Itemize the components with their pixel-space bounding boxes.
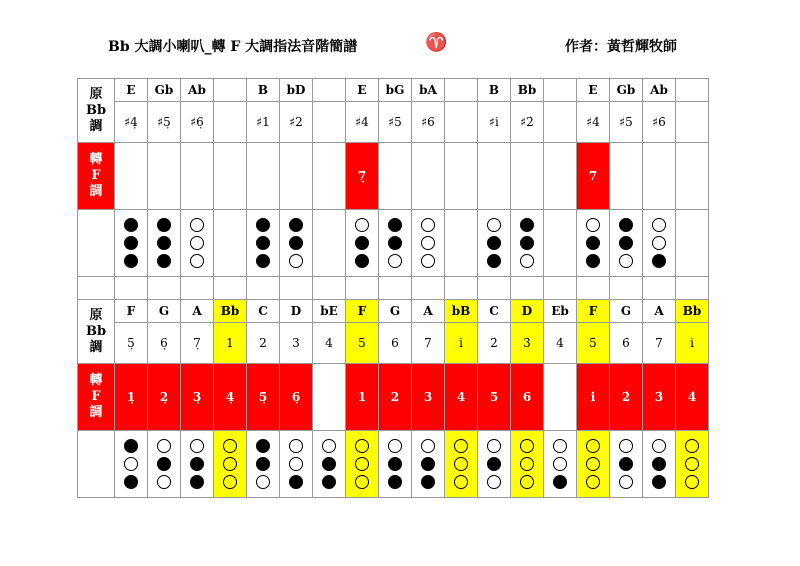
numbered-note-cell: 1 (214, 323, 247, 364)
fingering-cell (181, 210, 214, 277)
numbered-note-cell: 4̇ (544, 323, 577, 364)
valve-fingering (577, 439, 609, 489)
fingering-cell (214, 431, 247, 498)
valve-open-icon (289, 457, 303, 471)
label-empty (78, 431, 115, 498)
note-name-cell: F (346, 300, 379, 323)
spacer-cell (511, 277, 544, 300)
transposed-note-cell: 1 (346, 364, 379, 431)
spacer-cell (643, 277, 676, 300)
fingering-cell (577, 210, 610, 277)
transposed-note-cell (247, 143, 280, 210)
valve-pressed-icon (652, 254, 666, 268)
numbered-note-cell: 6 (379, 323, 412, 364)
numbered-note-cell: 6̣ (148, 323, 181, 364)
valve-fingering (379, 439, 411, 489)
note-name-cell: E (346, 79, 379, 102)
valve-pressed-icon (289, 475, 303, 489)
valve-fingering (247, 218, 279, 268)
numbered-note-cell: 5̣ (115, 323, 148, 364)
valve-pressed-icon (388, 218, 402, 232)
fingering-cell (610, 210, 643, 277)
valve-open-icon (520, 439, 534, 453)
fingering-cell (247, 210, 280, 277)
note-name-cell: bG (379, 79, 412, 102)
spacer-cell (247, 277, 280, 300)
numbered-note-cell: 6̇ (610, 323, 643, 364)
valve-pressed-icon (421, 457, 435, 471)
note-name-cell: bE (313, 300, 346, 323)
label-original-key: 原 Bb 調 (78, 79, 115, 143)
valve-fingering (280, 218, 312, 268)
fingering-cell (148, 210, 181, 277)
numbered-note-cell: ♯4̣ (115, 102, 148, 143)
note-name-cell: Bb (214, 300, 247, 323)
transposed-note-cell (445, 143, 478, 210)
valve-open-icon (421, 439, 435, 453)
note-name-cell (676, 79, 709, 102)
note-name-cell: G (148, 300, 181, 323)
valve-pressed-icon (256, 457, 270, 471)
numbered-note-cell: ♯5 (379, 102, 412, 143)
valve-open-icon (487, 218, 501, 232)
author-credit: 作者：黃哲輝牧師 (565, 39, 677, 55)
valve-open-icon (289, 254, 303, 268)
note-name-cell: D (280, 300, 313, 323)
valve-pressed-icon (124, 254, 138, 268)
valve-fingering (676, 439, 708, 489)
numbered-note-cell: i (445, 323, 478, 364)
transposed-note-cell: 3 (412, 364, 445, 431)
valve-pressed-icon (322, 457, 336, 471)
transposed-note-cell: 4̇ (676, 364, 709, 431)
transposed-note-cell (115, 143, 148, 210)
valve-pressed-icon (652, 457, 666, 471)
numbered-note-cell: ♯2̇ (511, 102, 544, 143)
valve-fingering (610, 439, 642, 489)
fingering-cell (181, 431, 214, 498)
spacer-cell (181, 277, 214, 300)
valve-fingering (115, 439, 147, 489)
label-original-key: 原 Bb 調 (78, 300, 115, 364)
fingering-cell (280, 210, 313, 277)
spacer-cell (214, 277, 247, 300)
valve-fingering (445, 439, 477, 489)
valve-fingering (148, 218, 180, 268)
valve-pressed-icon (487, 457, 501, 471)
valve-fingering (478, 439, 510, 489)
valve-pressed-icon (190, 457, 204, 471)
valve-fingering (346, 439, 378, 489)
label-transposed-key: 轉 F 調 (78, 143, 115, 210)
numbered-note-cell: ♯6 (412, 102, 445, 143)
transposed-note-cell: 6 (511, 364, 544, 431)
transposed-note-cell: 3̇ (643, 364, 676, 431)
transposed-note-cell: 7 (577, 143, 610, 210)
valve-pressed-icon (487, 254, 501, 268)
transposed-note-cell: 4 (445, 364, 478, 431)
valve-pressed-icon (124, 218, 138, 232)
numbered-note-cell: 7 (412, 323, 445, 364)
fingering-cell (676, 431, 709, 498)
valve-open-icon (388, 439, 402, 453)
valve-fingering (643, 439, 675, 489)
note-name-cell: Ab (643, 79, 676, 102)
transposed-note-cell (181, 143, 214, 210)
valve-fingering (148, 439, 180, 489)
fingering-cell (115, 431, 148, 498)
fingering-cell (445, 431, 478, 498)
valve-pressed-icon (487, 236, 501, 250)
valve-pressed-icon (355, 236, 369, 250)
valve-fingering (412, 439, 444, 489)
valve-pressed-icon (619, 218, 633, 232)
valve-open-icon (223, 475, 237, 489)
note-name-cell: B (478, 79, 511, 102)
transposed-note-cell (412, 143, 445, 210)
transposed-note-cell (511, 143, 544, 210)
valve-pressed-icon (619, 457, 633, 471)
valve-fingering (247, 439, 279, 489)
aries-icon: ♈ (425, 32, 448, 53)
valve-open-icon (520, 457, 534, 471)
valve-open-icon (388, 254, 402, 268)
valve-open-icon (553, 439, 567, 453)
valve-pressed-icon (586, 254, 600, 268)
fingering-cell (313, 431, 346, 498)
valve-pressed-icon (124, 475, 138, 489)
fingering-cell (148, 431, 181, 498)
valve-pressed-icon (553, 475, 567, 489)
note-name-cell: bB (445, 300, 478, 323)
valve-open-icon (454, 457, 468, 471)
note-name-cell: Bb (676, 300, 709, 323)
page-title: Bb 大調小喇叭_轉 F 大調指法音階簡譜 (108, 39, 358, 55)
transposed-note-cell (313, 364, 346, 431)
valve-open-icon (619, 439, 633, 453)
numbered-note-cell: ♯5̣ (148, 102, 181, 143)
fingering-cell (643, 431, 676, 498)
numbered-note-cell: ♯2 (280, 102, 313, 143)
valve-open-icon (586, 218, 600, 232)
valve-pressed-icon (256, 439, 270, 453)
valve-open-icon (322, 439, 336, 453)
valve-pressed-icon (190, 475, 204, 489)
valve-open-icon (487, 439, 501, 453)
valve-open-icon (256, 475, 270, 489)
valve-pressed-icon (256, 218, 270, 232)
note-name-cell: G (610, 300, 643, 323)
transposed-note-cell: 7̣ (346, 143, 379, 210)
valve-open-icon (190, 439, 204, 453)
transposed-note-cell (379, 143, 412, 210)
note-name-cell: G (379, 300, 412, 323)
spacer-cell (478, 277, 511, 300)
valve-open-icon (553, 457, 567, 471)
note-name-cell: C (478, 300, 511, 323)
numbered-note-cell: ♯4 (346, 102, 379, 143)
numbered-note-cell: 5 (346, 323, 379, 364)
valve-pressed-icon (157, 236, 171, 250)
spacer-cell (115, 277, 148, 300)
valve-fingering (346, 218, 378, 268)
spacer-cell (78, 277, 115, 300)
note-name-cell: C (247, 300, 280, 323)
valve-open-icon (586, 439, 600, 453)
note-name-cell: A (181, 300, 214, 323)
valve-pressed-icon (157, 457, 171, 471)
valve-open-icon (190, 254, 204, 268)
numbered-note-cell: ♯1 (247, 102, 280, 143)
fingering-cell (346, 210, 379, 277)
valve-open-icon (421, 236, 435, 250)
transposed-note-cell (478, 143, 511, 210)
valve-pressed-icon (388, 236, 402, 250)
transposed-note-cell (544, 143, 577, 210)
numbered-note-cell: 2 (247, 323, 280, 364)
numbered-note-cell: 4 (313, 323, 346, 364)
valve-pressed-icon (124, 439, 138, 453)
valve-open-icon (685, 457, 699, 471)
valve-fingering (313, 439, 345, 489)
note-name-cell: E (115, 79, 148, 102)
valve-open-icon (289, 439, 303, 453)
valve-open-icon (454, 439, 468, 453)
spacer-cell (379, 277, 412, 300)
fingering-cell (478, 431, 511, 498)
valve-pressed-icon (520, 236, 534, 250)
fingering-cell (313, 210, 346, 277)
transposed-note-cell (313, 143, 346, 210)
valve-open-icon (685, 439, 699, 453)
note-name-cell: Eb (544, 300, 577, 323)
transposed-note-cell: 1̣ (115, 364, 148, 431)
note-name-cell: bA (412, 79, 445, 102)
spacer-cell (280, 277, 313, 300)
valve-open-icon (520, 475, 534, 489)
transposed-note-cell (610, 143, 643, 210)
valve-fingering (544, 439, 576, 489)
spacer-cell (577, 277, 610, 300)
valve-fingering (478, 218, 510, 268)
valve-pressed-icon (520, 218, 534, 232)
fingering-chart (77, 78, 709, 498)
valve-open-icon (223, 457, 237, 471)
fingering-cell (115, 210, 148, 277)
transposed-note-cell: 2 (379, 364, 412, 431)
numbered-note-cell: ♯4̇ (577, 102, 610, 143)
spacer-cell (346, 277, 379, 300)
valve-pressed-icon (157, 254, 171, 268)
valve-open-icon (685, 475, 699, 489)
valve-open-icon (454, 475, 468, 489)
valve-open-icon (619, 475, 633, 489)
valve-pressed-icon (322, 475, 336, 489)
fingering-cell (643, 210, 676, 277)
transposed-note-cell (544, 364, 577, 431)
valve-pressed-icon (289, 218, 303, 232)
numbered-note-cell: 5̇ (577, 323, 610, 364)
fingering-cell (412, 210, 445, 277)
valve-pressed-icon (256, 254, 270, 268)
fingering-cell (214, 210, 247, 277)
valve-fingering (115, 218, 147, 268)
note-name-cell: F (115, 300, 148, 323)
valve-open-icon (652, 218, 666, 232)
spacer-cell (313, 277, 346, 300)
valve-open-icon (355, 475, 369, 489)
note-name-cell: Ab (181, 79, 214, 102)
spacer-cell (544, 277, 577, 300)
valve-fingering (181, 218, 213, 268)
page-header (0, 34, 800, 58)
note-name-cell (214, 79, 247, 102)
valve-open-icon (190, 236, 204, 250)
valve-pressed-icon (289, 236, 303, 250)
spacer-cell (148, 277, 181, 300)
spacer-cell (445, 277, 478, 300)
fingering-cell (379, 210, 412, 277)
fingering-cell (412, 431, 445, 498)
valve-open-icon (520, 254, 534, 268)
note-name-cell: Bb (511, 79, 544, 102)
note-name-cell: E (577, 79, 610, 102)
transposed-note-cell (148, 143, 181, 210)
fingering-cell (610, 431, 643, 498)
valve-pressed-icon (652, 475, 666, 489)
fingering-cell (511, 210, 544, 277)
fingering-cell (511, 431, 544, 498)
fingering-cell (676, 210, 709, 277)
fingering-cell (544, 431, 577, 498)
spacer-cell (676, 277, 709, 300)
transposed-note-cell: 5 (478, 364, 511, 431)
valve-open-icon (619, 254, 633, 268)
valve-open-icon (355, 439, 369, 453)
valve-pressed-icon (124, 236, 138, 250)
numbered-note-cell (313, 102, 346, 143)
note-name-cell: Gb (148, 79, 181, 102)
valve-open-icon (157, 439, 171, 453)
note-name-cell: bD (280, 79, 313, 102)
valve-open-icon (355, 218, 369, 232)
transposed-note-cell: i (577, 364, 610, 431)
valve-open-icon (586, 475, 600, 489)
numbered-note-cell (214, 102, 247, 143)
valve-pressed-icon (388, 475, 402, 489)
transposed-note-cell: 2̣ (148, 364, 181, 431)
numbered-note-cell (676, 102, 709, 143)
valve-fingering (577, 218, 609, 268)
transposed-note-cell: 3̣ (181, 364, 214, 431)
numbered-note-cell: 2̇ (478, 323, 511, 364)
valve-fingering (643, 218, 675, 268)
note-name-cell: F (577, 300, 610, 323)
fingering-cell (577, 431, 610, 498)
numbered-note-cell: 3̇ (511, 323, 544, 364)
valve-fingering (379, 218, 411, 268)
valve-pressed-icon (619, 236, 633, 250)
fingering-cell (445, 210, 478, 277)
valve-open-icon (652, 439, 666, 453)
numbered-note-cell: ♯i (478, 102, 511, 143)
fingering-cell (478, 210, 511, 277)
numbered-note-cell (445, 102, 478, 143)
numbered-note-cell: ♯6̇ (643, 102, 676, 143)
valve-open-icon (487, 475, 501, 489)
transposed-note-cell: 5̣ (247, 364, 280, 431)
transposed-note-cell (280, 143, 313, 210)
fingering-cell (379, 431, 412, 498)
spacer-cell (610, 277, 643, 300)
valve-open-icon (157, 475, 171, 489)
numbered-note-cell: i (676, 323, 709, 364)
valve-pressed-icon (256, 236, 270, 250)
transposed-note-cell (643, 143, 676, 210)
numbered-note-cell: ♯6̣ (181, 102, 214, 143)
valve-pressed-icon (355, 254, 369, 268)
note-name-cell: A (412, 300, 445, 323)
note-name-cell: Gb (610, 79, 643, 102)
note-name-cell: D (511, 300, 544, 323)
numbered-note-cell (544, 102, 577, 143)
valve-open-icon (652, 236, 666, 250)
valve-open-icon (355, 457, 369, 471)
transposed-note-cell: 6̣ (280, 364, 313, 431)
valve-fingering (214, 439, 246, 489)
note-name-cell (445, 79, 478, 102)
valve-fingering (181, 439, 213, 489)
valve-pressed-icon (388, 457, 402, 471)
valve-open-icon (586, 457, 600, 471)
valve-pressed-icon (157, 218, 171, 232)
valve-fingering (511, 439, 543, 489)
label-transposed-key: 轉 F 調 (78, 364, 115, 431)
transposed-note-cell (676, 143, 709, 210)
numbered-note-cell: 7 (643, 323, 676, 364)
valve-pressed-icon (586, 236, 600, 250)
valve-fingering (412, 218, 444, 268)
valve-open-icon (124, 457, 138, 471)
numbered-note-cell: 7̣ (181, 323, 214, 364)
fingering-cell (247, 431, 280, 498)
note-name-cell: A (643, 300, 676, 323)
transposed-note-cell (214, 143, 247, 210)
valve-fingering (610, 218, 642, 268)
transposed-note-cell: 4̣ (214, 364, 247, 431)
valve-open-icon (421, 254, 435, 268)
note-name-cell (544, 79, 577, 102)
fingering-cell (544, 210, 577, 277)
label-empty (78, 210, 115, 277)
valve-open-icon (223, 439, 237, 453)
fingering-cell (280, 431, 313, 498)
valve-fingering (280, 439, 312, 489)
note-name-cell (313, 79, 346, 102)
valve-fingering (511, 218, 543, 268)
numbered-note-cell: 3 (280, 323, 313, 364)
note-name-cell: B (247, 79, 280, 102)
valve-pressed-icon (421, 475, 435, 489)
valve-open-icon (421, 218, 435, 232)
transposed-note-cell: 2̇ (610, 364, 643, 431)
numbered-note-cell: ♯5 (610, 102, 643, 143)
fingering-cell (346, 431, 379, 498)
valve-open-icon (190, 218, 204, 232)
spacer-cell (412, 277, 445, 300)
